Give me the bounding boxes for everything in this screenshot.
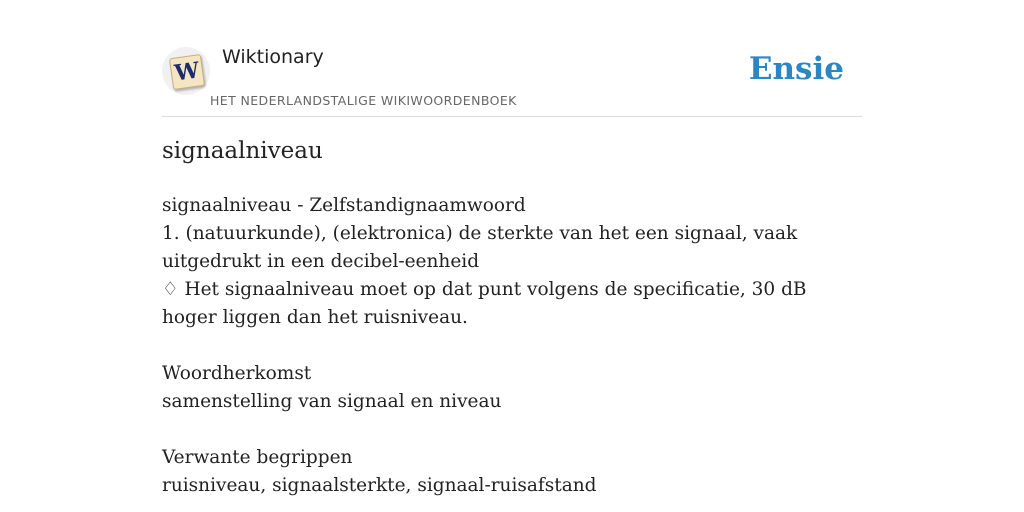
spacer	[162, 332, 862, 360]
etymology-heading: Woordherkomst	[162, 363, 312, 384]
site-subtitle: HET NEDERLANDSTALIGE WIKIWOORDENBOEK	[210, 93, 517, 108]
related-terms: ruisniveau, signaalsterkte, signaal-ruisafstand	[162, 475, 597, 496]
page-title: signaalniveau	[162, 138, 323, 164]
site-name[interactable]: Wiktionary	[222, 46, 324, 68]
example-sentence: ♢ Het signaalniveau moet op dat punt volgens de specificatie, 30 dB hoger liggen dan het ruisniveau.	[162, 279, 807, 328]
site-header	[162, 42, 862, 117]
etymology-text: samenstelling van signaal en niveau	[162, 391, 502, 412]
part-of-speech-line: signaalniveau - Zelfstandignaamwoord	[162, 195, 526, 216]
related-heading: Verwante begrippen	[162, 447, 353, 468]
spacer	[162, 416, 862, 444]
definition: 1. (natuurkunde), (elektronica) de sterkte van het een signaal, vaak uitgedrukt in een decibel-eenheid	[162, 223, 798, 272]
ensie-brand-link[interactable]: Ensie	[748, 51, 844, 87]
wiktionary-logo-icon[interactable]	[162, 47, 210, 95]
logo-tile: W	[169, 54, 205, 90]
entry-content	[162, 192, 862, 500]
